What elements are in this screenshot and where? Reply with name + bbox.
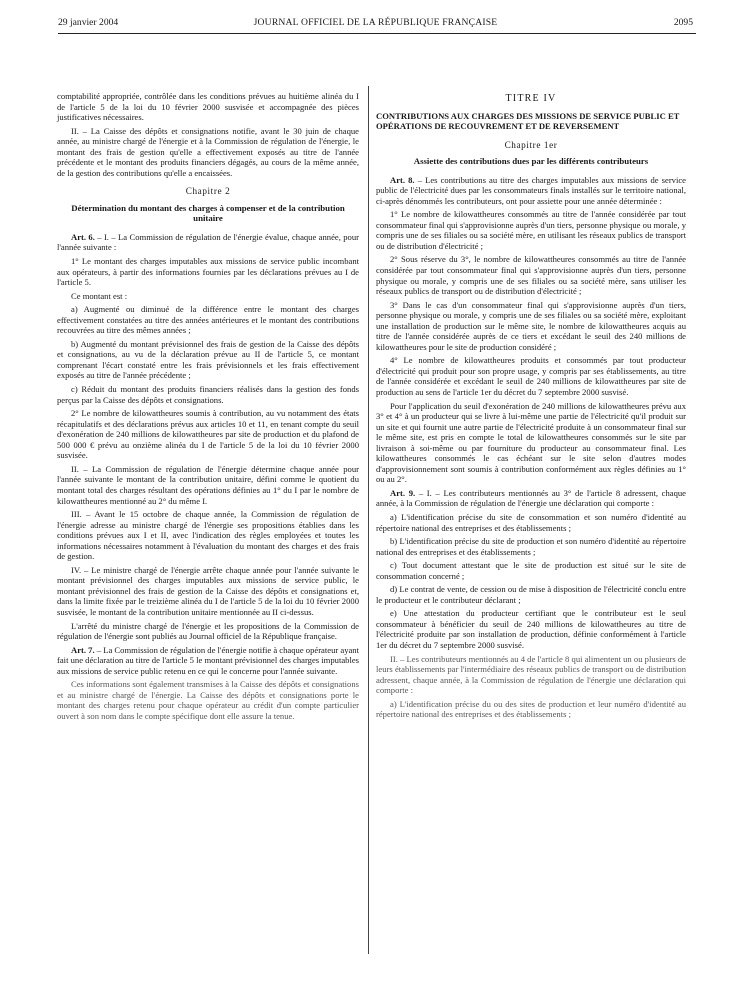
paragraph: IV. – Le ministre chargé de l'énergie arrête chaque année pour l'année suivante le montant prévisionnel des charges imputables aux missions de service public, le montant prévisionnel des frais de gestion de la Caisse des dépôts et consignations et, dans la limite fixée par le treizième alinéa du I de l'article 5 de la loi du 10 février 2000 susvisée, le montant de la contribution unitaire mentionnée au II ci-dessus. [57,564,359,617]
paragraph: Ces informations sont également transmises à la Caisse des dépôts et consignations et au ministre chargé de l'énergie. La Caisse des dépôts et consignations porte le montant des charges retenu pour chaque opérateur au crédit d'un compte particulier ouvert à son nom dans le compte spécifique dont elle assure la tenue. [57,679,359,721]
article-label: Art. 9. [390,487,416,498]
paragraph: d) Le contrat de vente, de cession ou de mise à disposition de l'électricité conclu entre le producteur et le contributeur déclarant ; [376,584,686,605]
paragraph: c) Réduit du montant des produits financiers réalisés dans la gestion des fonds perçus par la Caisse des dépôts et consignations. [57,384,359,405]
paragraph: 1° Le montant des charges imputables aux missions de service public incombant aux opérateurs, à partir des informations fournies par les déclarations prévues au I de l'article 5. [57,256,359,288]
chapter-title: Détermination du montant des charges à compenser et de la contribution unitaire [71,202,345,224]
paragraph: III. – Avant le 15 octobre de chaque année, la Commission de régulation de l'énergie adresse au ministre chargé de l'énergie ses propositions établies dans les conditions prévues aux I et II, avec l'indication des règles employées et toutes les informations nécessaires notamment à l'évaluation du montant des charges et des frais de gestion. [57,509,359,562]
paragraph: c) Tout document attestant que le site de production est situé sur le site de consommation concerné ; [376,560,686,581]
article-paragraph [57,645,359,677]
article-text: – Les contributions au titre des charges imputables aux missions de service public de l'électricité dues par les consommateurs finals installés sur le territoire national, ci-après dénommés les contributeurs, ont pour assiette pour une année déterminée : [376,174,686,206]
article-paragraph [376,488,686,509]
paragraph: 2° Le nombre de kilowattheures soumis à contribution, au vu notamment des états récapitulatifs et des déclarations prévus aux articles 10 et 11, en tenant compte du seuil d'exonération de 240 millions de kilowattheures par site de production et du plafond de 500 000 € prévu au onzième alinéa du I de l'article 5 de la loi du 10 février 2000 susvisée. [57,408,359,461]
paragraph: Pour l'application du seuil d'exonération de 240 millions de kilowattheures prévu aux 3° et 4° à un producteur qui se livre à lui-même une partie de l'électricité qu'il produit sur un site et qui fournit une autre partie de l'électricité produite à un consommateur final sur le même site, est pris en compte le total de kilowattheures consommés sur le site par livraison à soi-même ou par fourniture du producteur au consommateur final. Les kilowattheures consommés le cas échéant sur le site selon d'autres modes d'approvisionnement sont soumis à contribution conformément aux règles définies au 1° ou au 2°. [376,400,686,485]
article-text: – I. – La Commission de régulation de l'énergie évalue, chaque année, pour l'année suivante : [57,231,360,253]
right-column [376,94,686,723]
issue-date: 29 janvier 2004 [58,17,119,28]
page-header [58,17,693,33]
paragraph: II. – Les contributeurs mentionnés au 4 de l'article 8 qui alimentent un ou plusieurs de leurs établissements par l'intermédiaire des réseaux publics de transport ou de distribution adressent, chaque année, à la Commission de régulation de l'énergie une déclaration qui comporte : [376,653,686,696]
paragraph: b) Augmenté du montant prévisionnel des frais de gestion de la Caisse des dépôts et consignations, au vu de la déclaration prévue au II de l'article 5, ce montant comprenant l'écart constaté entre les frais prévisionnels et les frais effectivement exposés au titre de l'année précédente ; [57,338,359,381]
paragraph: 3° Dans le cas d'un consommateur final qui s'approvisionne auprès d'un tiers, personne physique ou morale, y compris une de ses filiales ou sa société mère, exploitant une installation de production sur le même site, le nombre de kilowattheures acquis au titre de l'année considérée auprès de ce tiers et excédant le seuil des 240 millions de kilowattheures pour le site de production considéré ; [376,299,686,352]
paragraph: II. – La Caisse des dépôts et consignations notifie, avant le 30 juin de chaque année, au ministre chargé de l'énergie et à la Commission de régulation de l'énergie, le montant des frais de gestion qu'elle a effectivement exposés au titre de l'année précédente et le montant des produits financiers dégagés, au cours de la même année, de la gestion des contributions qu'elle a encaissées. [57,125,359,178]
left-column [57,91,359,724]
paragraph: a) Augmenté ou diminué de la différence entre le montant des charges effectivement constatées au titre des années antérieures et le montant des contributions recouvrées au titre des mêmes années ; [57,304,359,336]
title-heading: TITRE IV [505,93,557,104]
paragraph: II. – La Commission de régulation de l'énergie détermine chaque année pour l'année suivante le montant de la contribution unitaire, défini comme le quotient du montant total des charges résultant des opérations définies au 1° du I par le nombre de kilowattheures mentionné au 2° du même I. [57,463,359,506]
paragraph: Ce montant est : [71,290,128,301]
column-divider [368,86,369,954]
chapter-heading: Chapitre 1er [504,139,558,150]
chapter-title: Assiette des contributions dues par les différents contributeurs [413,156,649,167]
paragraph: a) L'identification précise du site de consommation et son numéro d'identité au répertoire national des entreprises et des établissements ; [376,512,686,533]
article-paragraph [376,175,686,207]
paragraph: a) L'identification précise du ou des sites de production et leur numéro d'identité au répertoire national des entreprises et des établissements ; [376,698,686,720]
paragraph: b) L'identification précise du site de production et son numéro d'identité au répertoire national des entreprises et des établissements ; [376,536,686,557]
article-text: – I. – Les contributeurs mentionnés au 3° de l'article 8 adressent, chaque année, à la Commission de régulation de l'énergie une déclaration qui comporte : [376,487,686,509]
page-number: 2095 [673,17,693,28]
header-rule [58,33,696,34]
journal-title: JOURNAL OFFICIEL DE LA RÉPUBLIQUE FRANÇAISE [253,17,498,28]
article-text: – La Commission de régulation de l'énergie notifie à chaque opérateur ayant fait une déclaration au titre de l'article 5 le montant prévisionnel des charges imputables aux missions de service public retenu en ce qui le concerne pour l'année suivante. [57,644,359,676]
paragraph: comptabilité appropriée, contrôlée dans les conditions prévues au huitième alinéa du I de l'article 5 de la loi du 10 février 2000 susvisée et accompagnée des pièces justificatives nécessaires. [57,91,359,123]
article-label: Art. 6. [71,231,95,242]
paragraph: 2° Sous réserve du 3°, le nombre de kilowattheures consommés au titre de l'année considérée par tout consommateur final qui s'approvisionne auprès d'un tiers, personne physique ou morale, y compris une de ses filiales ou sa société mère, sans utiliser les réseaux publics de transport ou de distribution d'électricité ; [376,254,686,297]
paragraph: e) Une attestation du producteur certifiant que le contributeur est le seul consommateur à bénéficier du seuil de 240 millions de kilowattheures au titre de l'électricité produite par son installation de production, définie conformément à l'article 1er du décret du 7 septembre 2000 susvisé. [376,608,686,651]
chapter-heading: Chapitre 2 [185,186,231,197]
article-label: Art. 7. [71,644,95,655]
paragraph: 4° Le nombre de kilowattheures produits et consommés par tout producteur d'électricité qui produit pour son propre usage, y compris par ses établissements, au titre de l'année considérée et excédant le seuil de 240 millions de kilowattheures par site de production au sens de l'article 1er du décret du 7 septembre 2000 susvisé. [376,355,686,397]
paragraph: L'arrêté du ministre chargé de l'énergie et les propositions de la Commission de régulation de l'énergie sont publiés au Journal officiel de la République française. [57,620,359,642]
article-label: Art. 8. [390,174,415,185]
paragraph: 1° Le nombre de kilowattheures consommés au titre de l'année considérée par tout consommateur final qui s'approvisionne auprès d'un tiers, personne physique ou morale, y compris une de ses filiales ou sa société mère, en utilisant les réseaux publics de transport ou de distribution d'électricité ; [376,209,686,251]
article-paragraph [57,232,359,253]
title-description: CONTRIBUTIONS AUX CHARGES DES MISSIONS DE SERVICE PUBLIC ET OPÉRATIONS DE RECOUVREMENT ET DE REVERSEMENT [376,110,680,132]
